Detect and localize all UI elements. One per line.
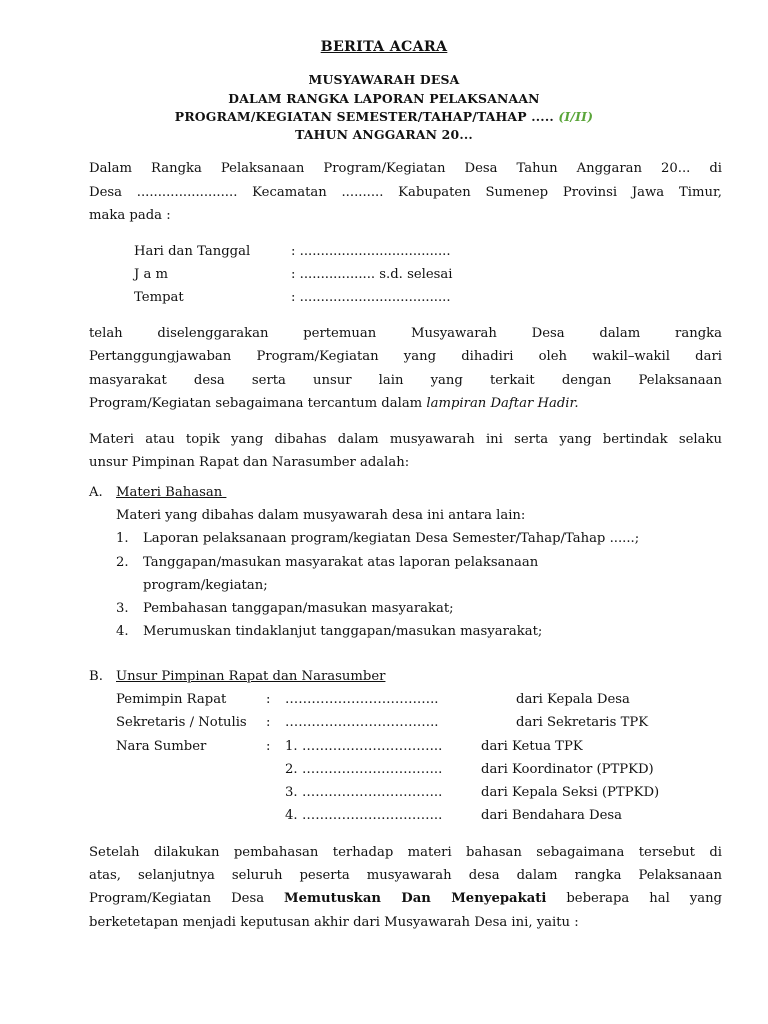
section-b-heading: Unsur Pimpinan Rapat dan Narasumber (116, 669, 386, 684)
subtitle-line-3-main: PROGRAM/KEGIATAN SEMESTER/TAHAP/TAHAP ..... (174, 109, 554, 124)
speaker-number: 3. (285, 785, 298, 800)
attendance-list-reference: lampiran Daftar Hadir. (426, 396, 579, 411)
list-item-text: Pembahasan tanggapan/masukan masyarakat; (143, 601, 454, 616)
detail-label-place: Tempat (134, 290, 184, 305)
speaker-origin: dari Bendahara Desa (481, 808, 623, 823)
list-item-text: Laporan pelaksanaan program/kegiatan Desa Semester/Tahap/Tahap ......; (143, 531, 640, 546)
role-label-secretary: Sekretaris / Notulis (116, 715, 247, 730)
speaker-number: 4. (285, 808, 298, 823)
role-colon: : (266, 715, 271, 730)
subtitle-line-4: TAHUN ANGGARAN 20... (295, 127, 473, 142)
detail-value-place: : .................................... (291, 290, 451, 305)
list-number: 1. (116, 531, 129, 546)
list-number: 2. (116, 555, 129, 570)
role-colon: : (266, 739, 271, 754)
subtitle-line-3 (0, 109, 768, 124)
closing-line-3-end: beberapa hal yang (546, 891, 722, 906)
detail-value-date: : .................................... (291, 244, 451, 259)
para2-line-3: masyarakat desa serta unsur lain yang terkait dengan Pelaksanaan (89, 373, 722, 388)
list-item-text: Merumuskan tindaklanjut tanggapan/masukan masyarakat; (143, 624, 543, 639)
speaker-number: 2. (285, 762, 298, 777)
speaker-name-blank: ………………………….. (302, 739, 443, 754)
intro-line-1: Dalam Rangka Pelaksanaan Program/Kegiatan Desa Tahun Anggaran 20... di (89, 161, 722, 176)
list-item-text: Tanggapan/masukan masyarakat atas laporan pelaksanaan (143, 555, 539, 570)
para2-line-4 (89, 396, 579, 411)
role-origin: dari Kepala Desa (516, 692, 630, 707)
closing-line-4: berketetapan menjadi keputusan akhir dari Musyawarah Desa ini, yaitu : (89, 915, 579, 930)
semester-note: (I/II) (558, 109, 594, 124)
detail-value-time: : .................. s.d. selesai (291, 267, 453, 282)
detail-label-date: Hari dan Tanggal (134, 244, 251, 259)
intro-line-2: Desa ........................ Kecamatan .......... Kabupaten Sumenep Provinsi Jawa Timur, (89, 185, 722, 200)
role-origin: dari Sekretaris TPK (516, 715, 649, 730)
list-number: 3. (116, 601, 129, 616)
role-colon: : (266, 692, 271, 707)
speaker-number: 1. (285, 739, 298, 754)
subtitle-line-2: DALAM RANGKA LAPORAN PELAKSANAAN (228, 91, 540, 106)
para3-line-1: Materi atau topik yang dibahas dalam musyawarah ini serta yang bertindak selaku (89, 432, 722, 447)
role-label-leader: Pemimpin Rapat (116, 692, 227, 707)
role-name-blank: …………………………….. (285, 715, 439, 730)
closing-line-3 (89, 891, 722, 906)
role-name-blank: …………………………….. (285, 692, 439, 707)
speaker-origin: dari Kepala Seksi (PTPKD) (481, 785, 660, 800)
section-a-letter: A. (89, 485, 103, 500)
closing-line-3-text: Program/Kegiatan Desa (89, 891, 285, 906)
list-item-text-continued: program/kegiatan; (143, 578, 268, 593)
subtitle-line-1: MUSYAWARAH DESA (308, 72, 460, 87)
section-a-heading: Materi Bahasan (116, 485, 227, 500)
detail-label-time: J a m (134, 267, 169, 282)
speaker-origin: dari Ketua TPK (481, 739, 583, 754)
speaker-origin: dari Koordinator (PTPKD) (481, 762, 654, 777)
speaker-name-blank: ………………………….. (302, 808, 443, 823)
para3-line-2: unsur Pimpinan Rapat dan Narasumber adalah: (89, 455, 410, 470)
para2-line-1: telah diselenggarakan pertemuan Musyawarah Desa dalam rangka (89, 326, 722, 341)
decision-phrase: Memutuskan Dan Menyepakati (284, 891, 547, 906)
intro-line-3: maka pada : (89, 208, 171, 223)
speaker-name-blank: ………………………….. (302, 762, 443, 777)
section-a-intro: Materi yang dibahas dalam musyawarah desa ini antara lain: (116, 508, 526, 523)
list-number: 4. (116, 624, 129, 639)
para2-line-4-text: Program/Kegiatan sebagaimana tercantum dalam (89, 396, 427, 411)
document-title: BERITA ACARA (320, 39, 448, 55)
role-label-speakers: Nara Sumber (116, 739, 207, 754)
closing-line-2: atas, selanjutnya seluruh peserta musyawarah desa dalam rangka Pelaksanaan (89, 868, 722, 883)
closing-line-1: Setelah dilakukan pembahasan terhadap materi bahasan sebagaimana tersebut di (89, 845, 722, 860)
speaker-name-blank: ………………………….. (302, 785, 443, 800)
section-b-letter: B. (89, 669, 103, 684)
para2-line-2: Pertanggungjawaban Program/Kegiatan yang dihadiri oleh wakil–wakil dari (89, 349, 722, 364)
